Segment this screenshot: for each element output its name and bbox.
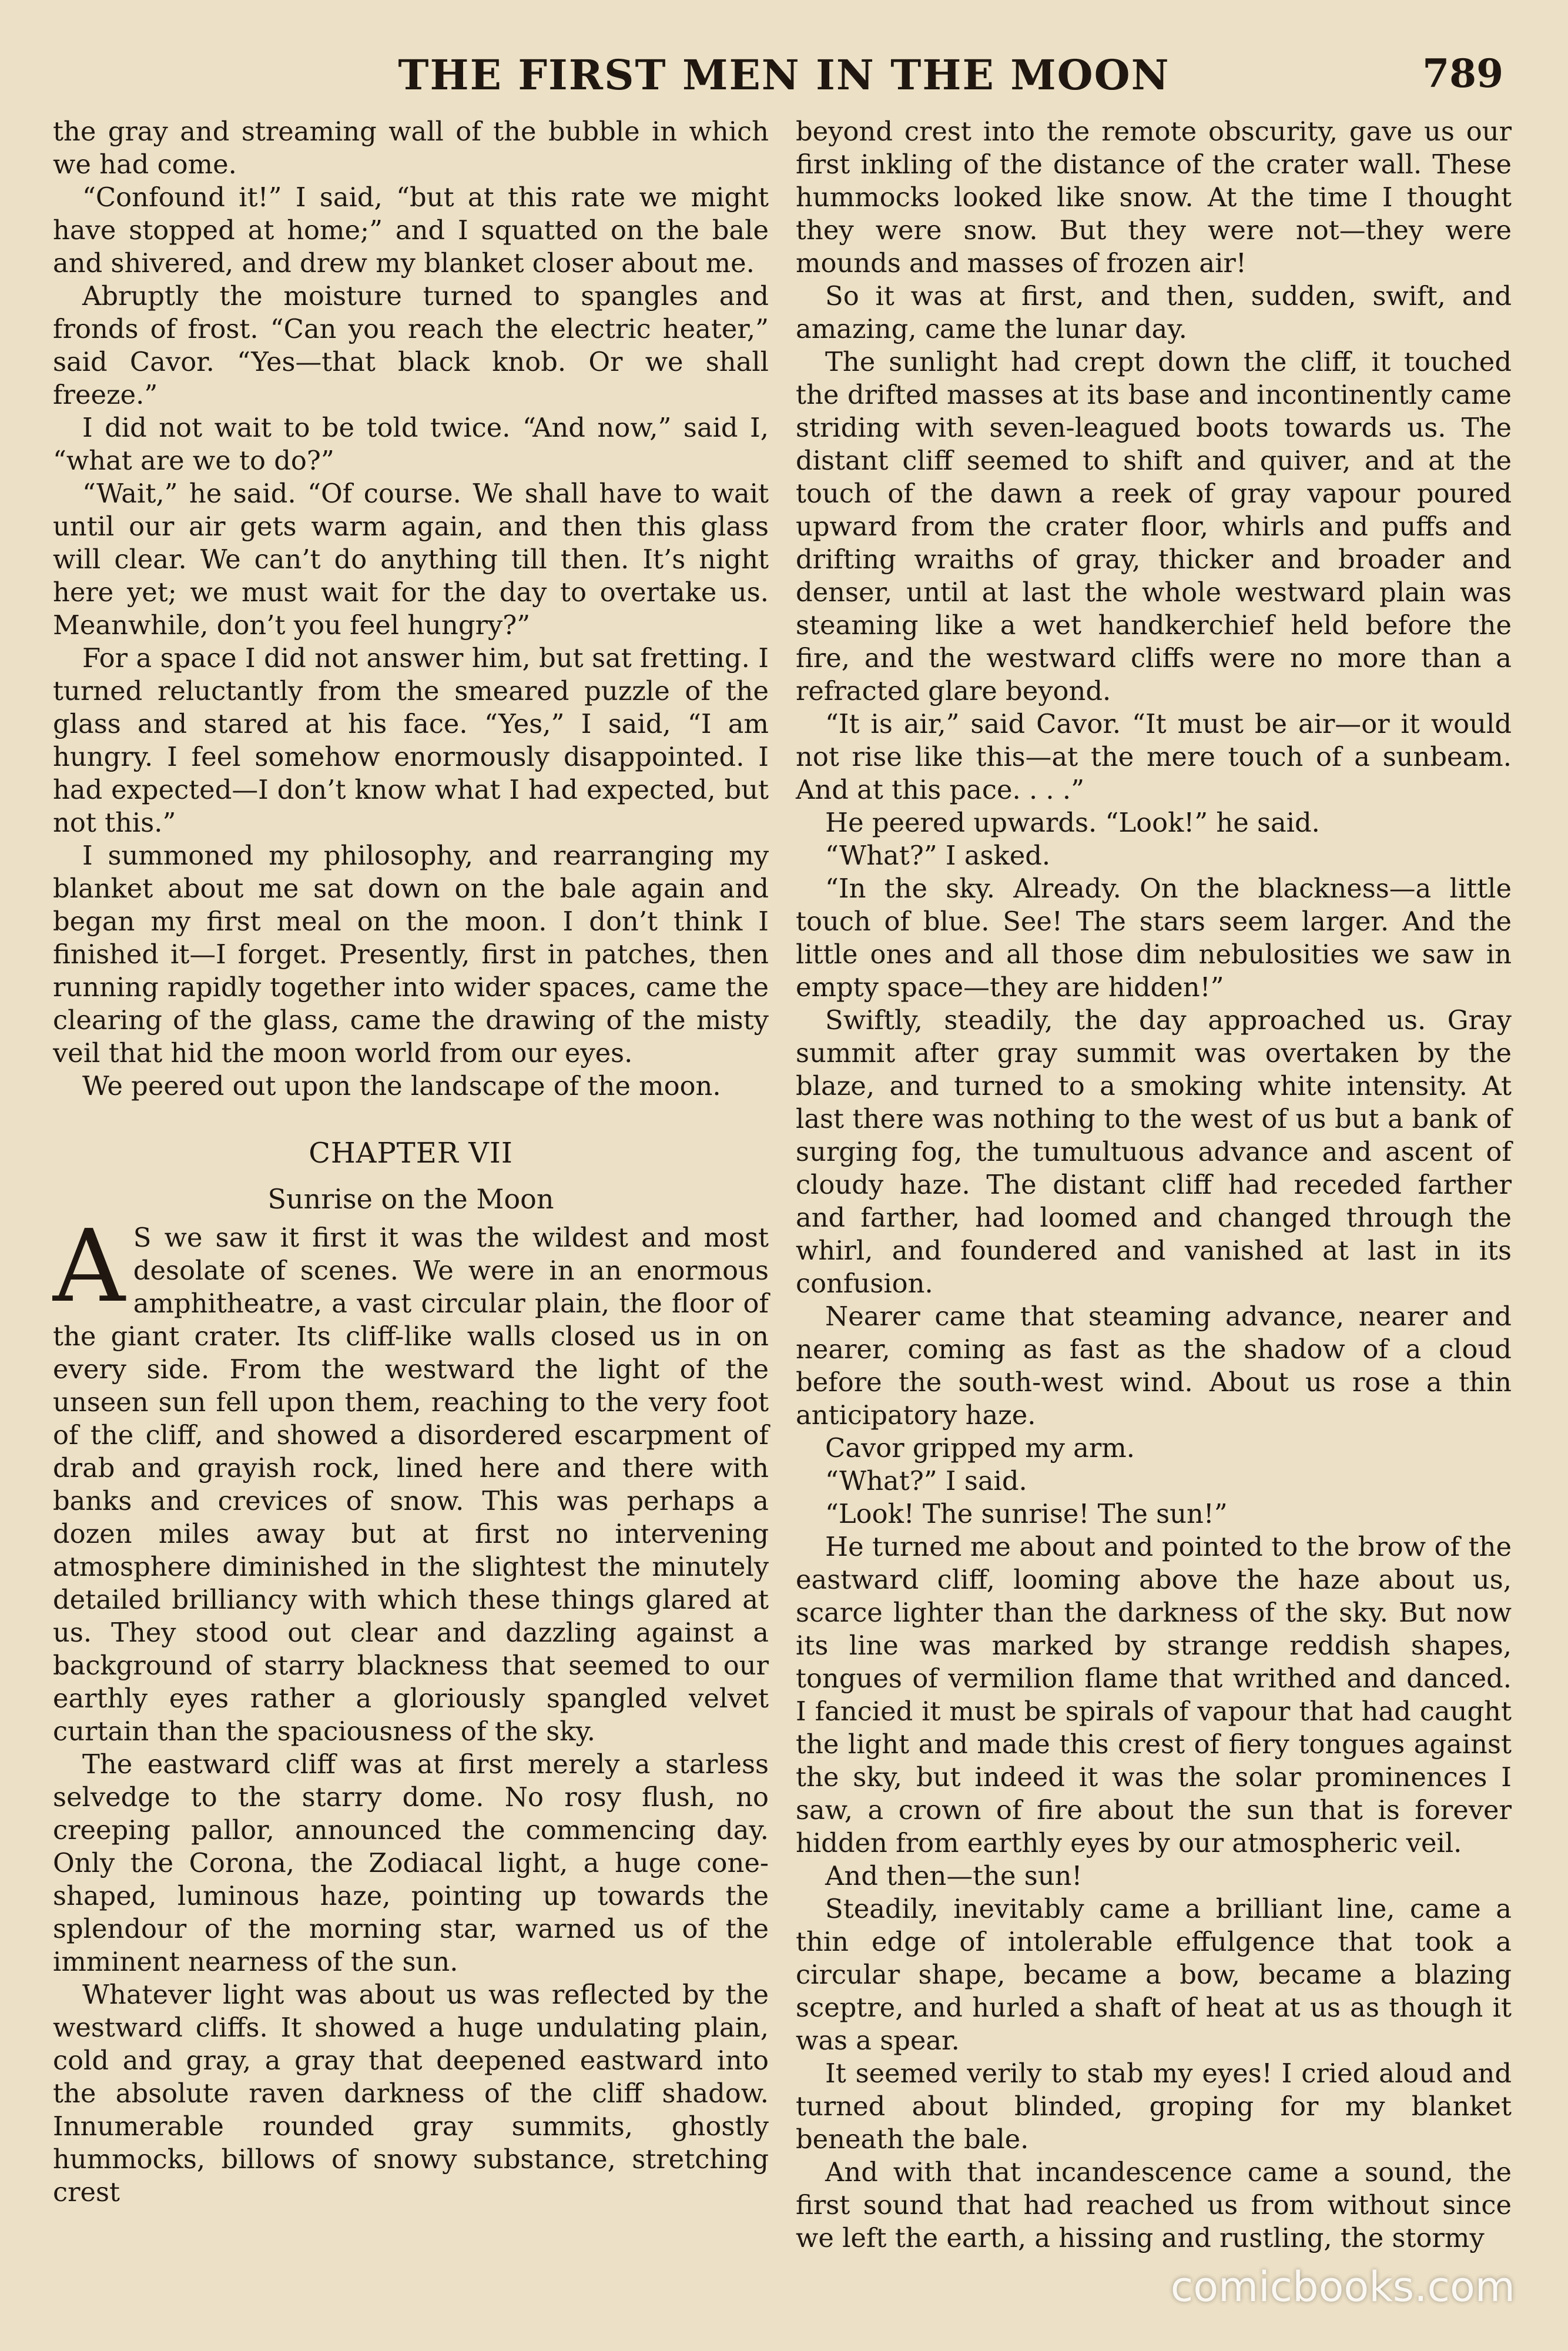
page-title: THE FIRST MEN IN THE MOON — [398, 51, 1170, 99]
paragraph: “In the sky. Already. On the blackness—a little touch of blue. See! The stars seem larger. And the little ones and all those dim nebulosities we saw in empty space—they are hidden!” — [796, 873, 1512, 1003]
paragraph: The eastward cliff was at first merely a starless selvedge to the starry dome. No rosy flush, no creeping pallor, announced the commencing day. Only the Corona, the Zodiacal light, a huge cone-shaped, luminous haze, pointing up towards the splendour of the morning star, warned us of the imminent nearness of the sun. — [53, 1749, 769, 1977]
watermark: comicbooks.com — [1170, 2263, 1515, 2311]
paragraph: Nearer came that steaming advance, nearer and nearer, coming as fast as the shadow of a cloud before the south-west wind. About us rose a thin anticipatory haze. — [796, 1301, 1512, 1431]
paragraph: He turned me about and pointed to the brow of the eastward cliff, looming above the haze about us, scarce lighter than the darkness of the sky. But now its line was marked by strange reddish shapes, tongues of vermilion flame that writhed and danced. I fancied it must be spirals of vapour that had caught the light and made this crest of fiery tongues against the sky, but indeed it was the solar prominences I saw, a crown of fire about the sun that is forever hidden from earthly eyes by our atmospheric veil. — [796, 1531, 1512, 1858]
page-number: 789 — [1422, 51, 1503, 96]
paragraph: “What?” I said. — [825, 1465, 1027, 1496]
paragraph: beyond crest into the remote obscurity, gave us our first inkling of the distance of the crater wall. These hummocks looked like snow. At the time I thought they were snow. But they were not—they were mounds and masses of frozen air! — [796, 116, 1512, 279]
paragraph: For a space I did not answer him, but sat fretting. I turned reluctantly from the smeared puzzle of the glass and stared at his face. “Yes,” I said, “I am hungry. I feel somehow enormously disappointed. I had expected—I don’t know what I had expected, but not this.” — [53, 642, 769, 838]
paragraph: And then—the sun! — [825, 1860, 1083, 1891]
paragraph: Abruptly the moisture turned to spangles and fronds of frost. “Can you reach the electric heater,” said Cavor. “Yes—that black knob. Or we shall freeze.” — [53, 280, 769, 410]
paragraph: Steadily, inevitably came a brilliant line, came a thin edge of intolerable effulgence that took a circular shape, became a bow, became a blazing sceptre, and hurled a shaft of heat at us as though it was a spear. — [796, 1893, 1512, 2056]
paragraph: We peered out upon the landscape of the moon. — [82, 1070, 721, 1101]
paragraph: “It is air,” said Cavor. “It must be air—or it would not rise like this—at the mere touch of a sunbeam. And at this pace. . . .” — [796, 708, 1512, 805]
right-column — [796, 115, 1512, 2255]
paragraph: So it was at first, and then, sudden, swift, and amazing, came the lunar day. — [796, 280, 1512, 344]
paragraph: I did not wait to be told twice. “And now,” said I, “what are we to do?” — [53, 412, 769, 476]
chapter-opening-paragraph — [53, 1208, 769, 1748]
paragraph: Cavor gripped my arm. — [825, 1432, 1135, 1463]
paragraph: the gray and streaming wall of the bubble in which we had come. — [53, 116, 769, 180]
paragraph: Whatever light was about us was reflected by the westward cliffs. It showed a huge undulating plain, cold and gray, a gray that deepened eastward into the absolute raven darkness of the cliff shadow. Innumerable rounded gray summits, ghostly hummocks, billows of snowy substance, stretching crest — [53, 1979, 769, 2208]
running-head — [0, 51, 1568, 103]
paragraph: The sunlight had crept down the cliff, it touched the drifted masses at its base and incontinently came striding with seven-leagued boots towards us. The distant cliff seemed to shift and quiver, and at the touch of the dawn a reek of gray vapour poured upward from the crater floor, whirls and puffs and drifting wraiths of gray, thicker and broader and denser, until at last the whole westward plain was steaming like a wet handkerchief held before the fire, and the westward cliffs were no more than a refracted glare beyond. — [796, 346, 1512, 706]
paragraph: “What?” I asked. — [825, 840, 1051, 871]
paragraph-text: S we saw it first it was the wildest and most desolate of scenes. We were in an enormous amphitheatre, a vast circular plain, the floor of the giant crater. Its cliff-like walls closed us in on every side. From the westward the light of the unseen sun fell upon them, reaching to the very foot of the cliff, and showed a disordered escarpment of drab and grayish rock, lined here and there with banks and crevices of snow. This was perhaps a dozen miles away but at first no intervening atmosphere diminished in the slightest the minutely detailed brilliancy with which these things glared at us. They stood out clear and dazzling against a background of starry blackness that seemed to our earthly eyes rather a gloriously spangled velvet curtain than the spaciousness of the sky. — [53, 1222, 769, 1747]
left-column — [53, 115, 769, 2209]
chapter-heading: CHAPTER VII — [309, 1137, 513, 1170]
chapter-subtitle: Sunrise on the Moon — [267, 1183, 554, 1215]
paragraph: “Wait,” he said. “Of course. We shall have to wait until our air gets warm again, and then this glass will clear. We can’t do anything till then. It’s night here yet; we must wait for the day to overtake us. Meanwhile, don’t you feel hungry?” — [53, 478, 769, 641]
paragraph: “Look! The sunrise! The sun!” — [825, 1498, 1228, 1529]
paragraph: And with that incandescence came a sound, the first sound that had reached us from without since we left the earth, a hissing and rustling, the stormy — [796, 2156, 1512, 2253]
paragraph: I summoned my philosophy, and rearranging my blanket about me sat down on the bale again and began my first meal on the moon. I don’t think I finished it—I forget. Presently, first in patches, then running rapidly together into wider spaces, came the clearing of the glass, came the drawing of the misty veil that hid the moon world from our eyes. — [53, 840, 769, 1069]
paragraph: “Confound it!” I said, “but at this rate we might have stopped at home;” and I squatted on the bale and shivered, and drew my blanket closer about me. — [53, 182, 769, 279]
paragraph: Swiftly, steadily, the day approached us. Gray summit after gray summit was overtaken by the blaze, and turned to a smoking white intensity. At last there was nothing to the west of us but a bank of surging fog, the tumultuous advance and ascent of cloudy haze. The distant cliff had receded farther and farther, had loomed and changed through the whirl, and foundered and vanished at last in its confusion. — [796, 1004, 1512, 1299]
paragraph: He peered upwards. “Look!” he said. — [825, 807, 1320, 838]
drop-cap: A — [53, 1208, 125, 1325]
paragraph: It seemed verily to stab my eyes! I cried aloud and turned about blinded, groping for my blanket beneath the bale. — [796, 2058, 1512, 2155]
